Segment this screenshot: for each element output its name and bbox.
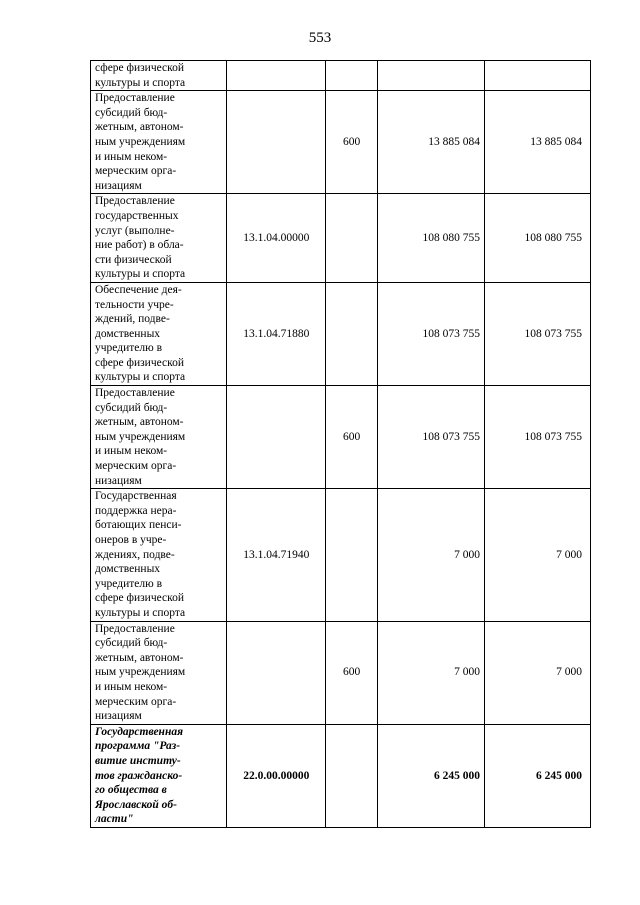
amount-year1-cell: 6 245 000	[377, 724, 484, 827]
item-name-line: субсидий бюд-	[95, 637, 168, 650]
item-name-line: низациям	[95, 474, 142, 487]
item-name-line: сти физической	[95, 253, 172, 266]
amount-year1-cell: 108 080 755	[377, 194, 484, 283]
table-row	[91, 194, 591, 283]
item-name-line: и иным неком-	[95, 150, 168, 163]
program-code-cell: 13.1.04.71940	[227, 489, 326, 621]
expense-type-cell	[326, 724, 377, 827]
item-name-cell	[91, 194, 227, 283]
amount-year1-cell: 7 000	[377, 489, 484, 621]
expense-type-cell	[326, 489, 377, 621]
item-name-line: учредителю в	[95, 342, 163, 355]
amount-year2-cell: 6 245 000	[484, 724, 590, 827]
table-row	[91, 724, 591, 827]
item-name-cell	[91, 61, 227, 91]
item-name-cell	[91, 386, 227, 489]
item-name-line: поддержка нера-	[95, 504, 177, 517]
amount-year2-cell	[484, 61, 590, 91]
item-name-line: и иным неком-	[95, 445, 168, 458]
item-name-line: витие институ-	[95, 754, 181, 767]
item-name-line: домственных	[95, 563, 161, 576]
item-name-line: низациям	[95, 710, 142, 723]
program-code-cell: 22.0.00.00000	[227, 724, 326, 827]
amount-year1-cell	[377, 61, 484, 91]
amount-year2-cell: 108 073 755	[484, 282, 590, 385]
budget-table-body	[91, 61, 591, 828]
program-code-cell	[227, 386, 326, 489]
item-name-line: Обеспечение дея-	[95, 283, 182, 296]
item-name-line: субсидий бюд-	[95, 401, 168, 414]
item-name-line: мерческим орга-	[95, 165, 177, 178]
item-name-line: субсидий бюд-	[95, 106, 168, 119]
item-name-line: культуры и спорта	[95, 268, 186, 281]
table-row	[91, 91, 591, 194]
table-row	[91, 282, 591, 385]
expense-type-cell: 600	[326, 621, 377, 724]
program-code-cell	[227, 621, 326, 724]
item-name-line: и иным неком-	[95, 680, 168, 693]
amount-year2-cell: 7 000	[484, 621, 590, 724]
item-name-line: ждениях, подве-	[95, 548, 175, 561]
amount-year2-cell: 108 080 755	[484, 194, 590, 283]
table-row	[91, 489, 591, 621]
item-name-line: Предоставление	[95, 387, 175, 400]
item-name-line: сфере физической	[95, 592, 185, 605]
amount-year2-cell: 108 073 755	[484, 386, 590, 489]
item-name-line: домственных	[95, 327, 161, 340]
item-name-cell	[91, 91, 227, 194]
item-name-line: Ярославской об-	[95, 798, 177, 811]
expense-type-cell	[326, 61, 377, 91]
item-name-cell	[91, 489, 227, 621]
item-name-line: мерческим орга-	[95, 695, 177, 708]
budget-table	[90, 60, 591, 828]
item-name-line: Государственная	[95, 490, 177, 503]
item-name-line: программа "Раз-	[95, 740, 181, 753]
item-name-line: мерческим орга-	[95, 460, 177, 473]
item-name-line: ждений, подве-	[95, 313, 170, 326]
item-name-line: культуры и спорта	[95, 76, 186, 89]
item-name-line: онеров в учре-	[95, 534, 167, 546]
item-name-line: культуры и спорта	[95, 371, 186, 384]
expense-type-cell: 600	[326, 91, 377, 194]
item-name-line: сфере физической	[95, 356, 185, 369]
amount-year1-cell: 108 073 755	[377, 386, 484, 489]
table-row	[91, 621, 591, 724]
program-code-cell	[227, 61, 326, 91]
amount-year1-cell: 7 000	[377, 621, 484, 724]
item-name-line: учредителю в	[95, 577, 163, 590]
item-name-line: тов гражданско-	[95, 769, 183, 782]
item-name-line: культуры и спорта	[95, 606, 186, 619]
page-number: 553	[308, 30, 332, 46]
amount-year2-cell: 13 885 084	[484, 91, 590, 194]
amount-year1-cell: 13 885 084	[377, 91, 484, 194]
program-code-cell: 13.1.04.00000	[227, 194, 326, 283]
item-name-line: услуг (выполне-	[95, 224, 175, 237]
item-name-line: Предоставление	[95, 92, 175, 105]
table-row	[91, 61, 591, 91]
item-name-line: тельности учре-	[95, 298, 174, 311]
item-name-line: ным учреждениям	[95, 666, 186, 679]
item-name-line: Предоставление	[95, 195, 175, 208]
item-name-line: ным учреждениям	[95, 430, 186, 443]
item-name-cell	[91, 724, 227, 827]
item-name-line: жетным, автоном-	[95, 651, 184, 664]
item-name-line: ние работ) в обла-	[95, 239, 184, 252]
expense-type-cell	[326, 282, 377, 385]
item-name-line: ботающих пенси-	[95, 519, 182, 532]
item-name-line: государственных	[95, 209, 179, 222]
item-name-line: го общества в	[95, 784, 167, 797]
item-name-line: Государственная	[95, 725, 183, 738]
item-name-line: жетным, автоном-	[95, 416, 184, 429]
amount-year1-cell: 108 073 755	[377, 282, 484, 385]
item-name-line: ным учреждениям	[95, 135, 186, 148]
program-code-cell	[227, 91, 326, 194]
item-name-line: Предоставление	[95, 622, 175, 635]
item-name-cell	[91, 282, 227, 385]
item-name-cell	[91, 621, 227, 724]
item-name-line: сфере физической	[95, 62, 185, 74]
program-code-cell: 13.1.04.71880	[227, 282, 326, 385]
expense-type-cell	[326, 194, 377, 283]
item-name-line: низациям	[95, 179, 142, 192]
table-row	[91, 386, 591, 489]
item-name-line: жетным, автоном-	[95, 121, 184, 134]
item-name-line: ласти"	[95, 813, 134, 826]
expense-type-cell: 600	[326, 386, 377, 489]
amount-year2-cell: 7 000	[484, 489, 590, 621]
